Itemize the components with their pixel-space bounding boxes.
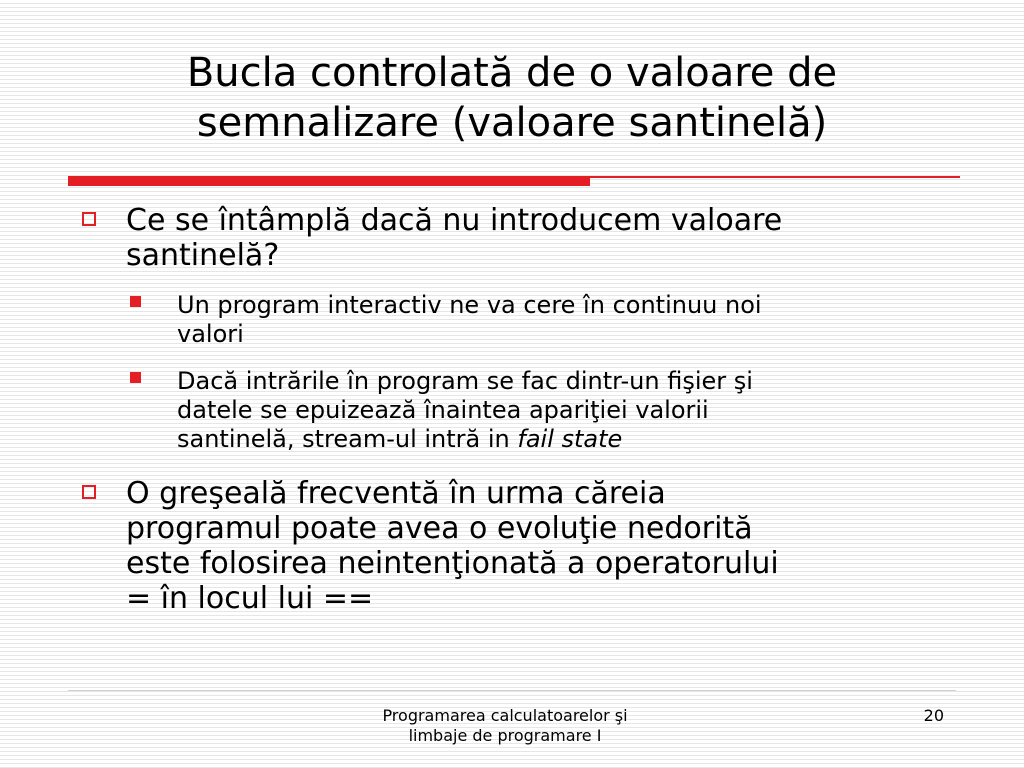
footer-course-title (360, 706, 650, 746)
sub-bullet-2-line-3-text: santinelă, stream-ul intră in (177, 425, 518, 453)
sub-bullet-1 (177, 291, 957, 349)
page-number: 20 (923, 706, 944, 725)
sub-bullet-2-line-2: datele se epuizează înaintea apariţiei valorii (177, 396, 709, 424)
bullet-1-line-2: santinelă? (126, 238, 280, 273)
filled-square-bullet-icon (130, 296, 141, 307)
footer-divider (68, 690, 956, 691)
bullet-2-line-4: = în locul lui == (126, 581, 374, 616)
sub-bullet-1-line-2: valori (177, 320, 244, 348)
sub-bullet-1-line-1: Un program interactiv ne va cere în continuu noi (177, 291, 762, 319)
bullet-1-line-1: Ce se întâmplă dacă nu introducem valoare (126, 203, 783, 238)
footer-line-2: limbaje de programare I (408, 726, 602, 745)
bullet-1 (126, 203, 956, 273)
hollow-square-bullet-icon (82, 212, 96, 226)
slide-title-line-2: semnalizare (valoare santinelă) (196, 100, 828, 146)
filled-square-bullet-icon (130, 372, 141, 383)
fail-state-emphasis: fail state (517, 425, 623, 453)
bullet-2 (126, 476, 956, 616)
slide-title-line-1: Bucla controlată de o valoare de (186, 50, 838, 96)
sub-bullet-2 (177, 367, 957, 454)
hollow-square-bullet-icon (82, 485, 96, 499)
sub-bullet-2-line-3 (177, 425, 957, 454)
bullet-2-line-2: programul poate avea o evoluţie nedorită (126, 511, 753, 546)
footer-line-1: Programarea calculatoarelor şi (382, 706, 628, 725)
bullet-2-line-3: este folosirea neintenţionată a operatorului (126, 546, 779, 581)
bullet-2-line-1: O greşeală frecventă în urma căreia (126, 476, 666, 511)
sub-bullet-2-line-1: Dacă intrările în program se fac dintr-un fişier şi (177, 367, 753, 395)
